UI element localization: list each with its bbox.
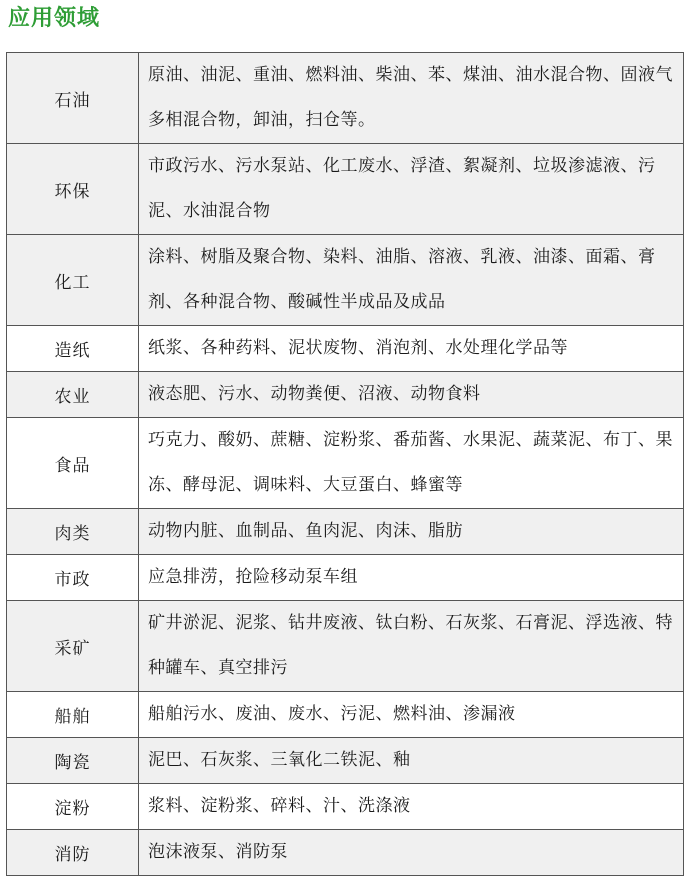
table-row — [7, 555, 684, 601]
table-row — [7, 144, 684, 235]
table-row — [7, 372, 684, 418]
table-row — [7, 418, 684, 509]
category-cell: 市政 — [7, 555, 139, 601]
table-row — [7, 784, 684, 830]
table-row — [7, 326, 684, 372]
items-cell: 矿井淤泥、泥浆、钻井废液、钛白粉、石灰浆、石膏泥、浮选液、特种罐车、真空排污 — [139, 601, 684, 692]
items-cell: 泡沫液泵、消防泵 — [139, 830, 684, 876]
table-row — [7, 53, 684, 144]
category-cell: 造纸 — [7, 326, 139, 372]
items-cell: 应急排涝，抢险移动泵车组 — [139, 555, 684, 601]
category-cell: 采矿 — [7, 601, 139, 692]
category-cell: 肉类 — [7, 509, 139, 555]
items-cell: 市政污水、污水泵站、化工废水、浮渣、絮凝剂、垃圾渗滤液、污泥、水油混合物 — [139, 144, 684, 235]
category-cell: 化工 — [7, 235, 139, 326]
section-title: 应用领域 — [8, 6, 101, 31]
table-row — [7, 692, 684, 738]
category-cell: 农业 — [7, 372, 139, 418]
category-cell: 食品 — [7, 418, 139, 509]
category-cell: 陶瓷 — [7, 738, 139, 784]
category-cell: 石油 — [7, 53, 139, 144]
items-cell: 泥巴、石灰浆、三氧化二铁泥、釉 — [139, 738, 684, 784]
table-row — [7, 235, 684, 326]
items-cell: 巧克力、酸奶、蔗糖、淀粉浆、番茄酱、水果泥、蔬菜泥、布丁、果冻、酵母泥、调味料、大豆蛋白、蜂蜜等 — [139, 418, 684, 509]
items-cell: 浆料、淀粉浆、碎料、汁、洗涤液 — [139, 784, 684, 830]
table-row — [7, 738, 684, 784]
items-cell: 涂料、树脂及聚合物、染料、油脂、溶液、乳液、油漆、面霜、膏剂、各种混合物、酸碱性半成品及成品 — [139, 235, 684, 326]
category-cell: 消防 — [7, 830, 139, 876]
category-cell: 淀粉 — [7, 784, 139, 830]
items-cell: 船舶污水、废油、废水、污泥、燃料油、渗漏液 — [139, 692, 684, 738]
items-cell: 液态肥、污水、动物粪便、沼液、动物食料 — [139, 372, 684, 418]
category-cell: 环保 — [7, 144, 139, 235]
items-cell: 动物内脏、血制品、鱼肉泥、肉沫、脂肪 — [139, 509, 684, 555]
items-cell: 纸浆、各种药料、泥状废物、消泡剂、水处理化学品等 — [139, 326, 684, 372]
category-cell: 船舶 — [7, 692, 139, 738]
items-cell: 原油、油泥、重油、燃料油、柴油、苯、煤油、油水混合物、固液气多相混合物，卸油，扫仓等。 — [139, 53, 684, 144]
table-row — [7, 509, 684, 555]
application-table — [6, 52, 684, 876]
table-row — [7, 601, 684, 692]
table-row — [7, 830, 684, 876]
